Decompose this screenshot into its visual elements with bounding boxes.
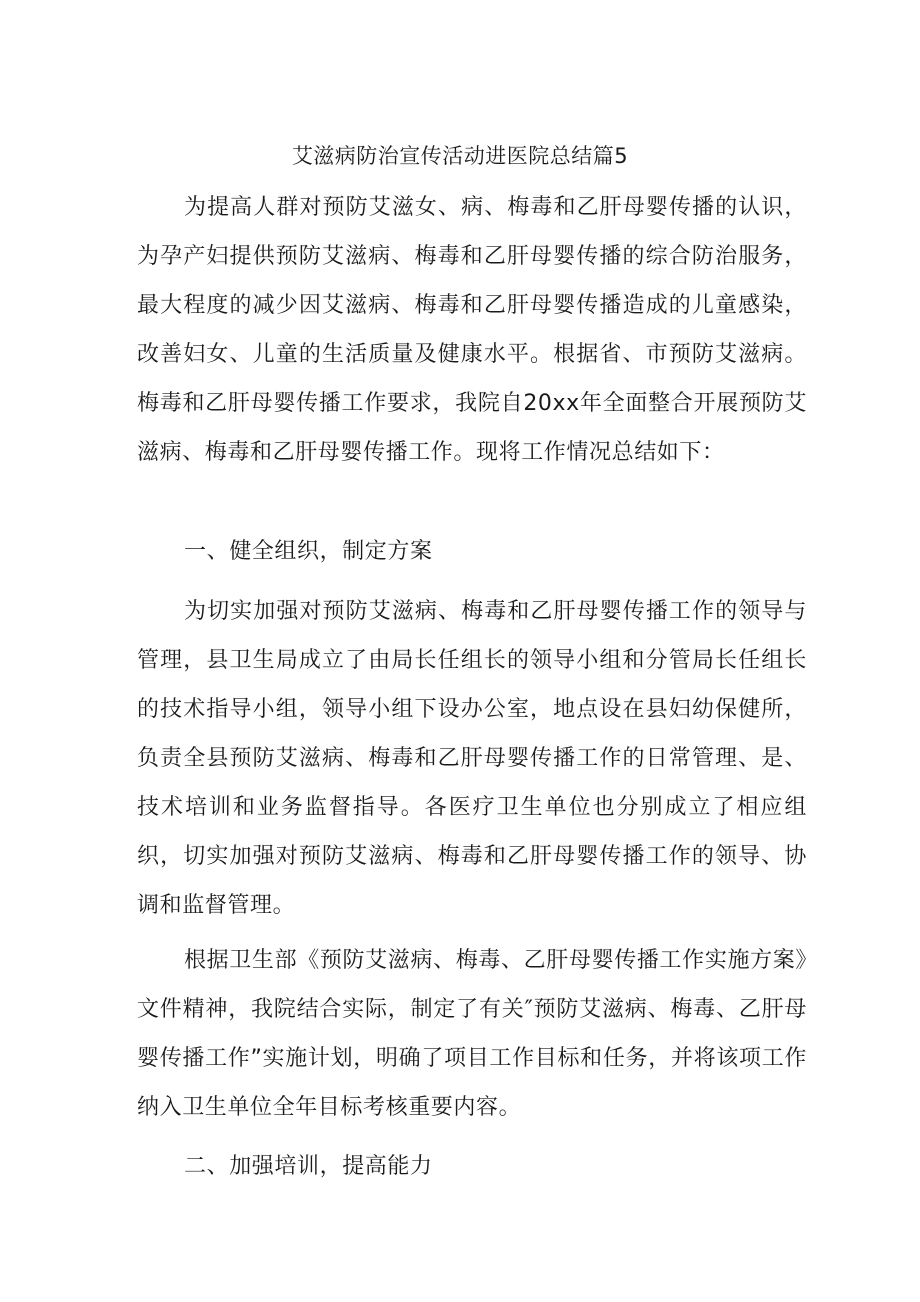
paragraph-organization: 为切实加强对预防艾滋病、梅毒和乙肝母婴传播工作的领导与管理，县卫生局成立了由局长任组长的领导小组和分管局长任组长的技术指导小组，领导小组下设办公室，地点设在县妇幼保健所，负责全县预防艾滋病、梅毒和乙肝母婴传播工作的日常管理、是、技术培训和业务监督指导。各医疗卫生单位也分别成立了相应组织，切实加强对预防艾滋病、梅毒和乙肝母婴传播工作的领导、协调和监督管理。 bbox=[137, 599, 807, 918]
paragraph-intro: 为提高人群对预防艾滋女、病、梅毒和乙肝母婴传播的认识，为孕产妇提供预防艾滋病、梅毒和乙肝母婴传播的综合防治服务，最大程度的减少因艾滋病、梅毒和乙肝母婴传播造成的儿童感染，改善妇女、儿童的生活质量及健康水平。根据省、市预防艾滋病。梅毒和乙肝母婴传播工作要求，我院自20xx年全面整合开展预防艾滋病、梅毒和乙肝母婴传播工作。现将工作情况总结如下： bbox=[137, 195, 807, 465]
document-title: 艾滋病防治宣传活动进医院总结篇5 bbox=[291, 144, 629, 168]
section-heading-1: 一、健全组织，制定方案 bbox=[184, 539, 433, 564]
section-heading-2: 二、加强培训，提高能力 bbox=[184, 1154, 433, 1179]
paragraph-plan: 根据卫生部《预防艾滋病、梅毒、乙肝母婴传播工作实施方案》文件精神，我院结合实际，制定了有关″预防艾滋病、梅毒、乙肝母婴传播工作”实施计划，明确了项目工作目标和任务，并将该项工作纳入卫生单位全年目标考核重要内容。 bbox=[137, 948, 807, 1120]
